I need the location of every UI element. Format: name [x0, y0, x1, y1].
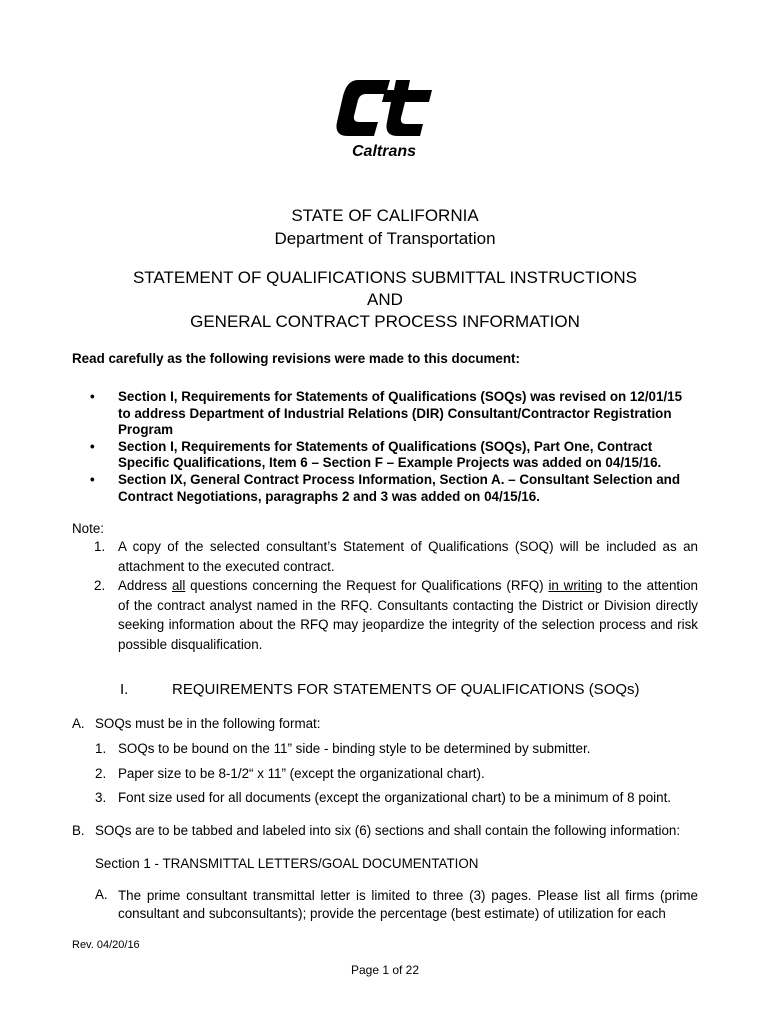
format-item-num: 1. [95, 741, 107, 756]
sub-item-a-label: A. [95, 887, 108, 902]
department-name: Department of Transportation [274, 229, 496, 248]
document-title-line3: GENERAL CONTRACT PROCESS INFORMATION [190, 312, 580, 331]
section-numeral: I. [120, 681, 129, 698]
item-a-label: A. [72, 716, 85, 731]
format-item-text: SOQs to be bound on the 11” side - binding style to be determined by submitter. [118, 741, 591, 756]
document-title-line1: STATEMENT OF QUALIFICATIONS SUBMITTAL INSTRUCTIONS [132, 268, 638, 287]
document-title-line2: AND [367, 290, 403, 309]
bullet-icon: • [90, 438, 95, 454]
revisions-intro: Read carefully as the following revisions were made to this document: [72, 351, 520, 366]
format-item-num: 2. [95, 766, 107, 781]
revision-item: • Section I, Requirements for Statements of Qualifications (SOQs), Part One, Contract Specific Qualifications, Item 6 – Section F – Example Projects was added on 04/15/16. [90, 438, 662, 471]
item-a-text: SOQs must be in the following format: [95, 716, 321, 731]
logo-wordmark: Caltrans [351, 143, 417, 160]
underlined-all: all [171, 578, 186, 593]
note-list [94, 537, 698, 654]
sub-item-a-text: The prime consultant transmittal letter is limited to three (3) pages. Please list all firms (prime consultant and subconsultants); provide the percentage (best estimate) of utilization for each [118, 888, 698, 921]
bullet-icon: • [90, 389, 95, 404]
revisions-list [90, 389, 690, 505]
revision-date: Rev. 04/20/16 [72, 939, 140, 951]
page-number: Page 1 of 22 [350, 963, 420, 977]
revision-item: • Section IX, General Contract Process Information, Section A. – Consultant Selection and Contract Negotiations, paragraphs 2 and 3 was added on 04/15/16. [90, 471, 681, 504]
caltrans-logo [328, 72, 440, 160]
subsection-title: Section 1 - TRANSMITTAL LETTERS/GOAL DOCUMENTATION [95, 856, 479, 871]
note-label: Note: [72, 521, 105, 536]
item-b-text: SOQs are to be tabbed and labeled into six (6) sections and shall contain the following information: [95, 823, 681, 838]
underlined-in-writing: in writing [548, 578, 603, 593]
note-item: 2. Address all questions concerning the Request for Qualifications (RFQ) in writing to the attention of the contract analyst named in the RFQ. Consultants contacting the District or Division directly seeking information about the RFQ may jeopardize the integrity of the selection process and risk possible disqualification. [94, 578, 698, 652]
state-name: STATE OF CALIFORNIA [291, 206, 479, 225]
section-heading: REQUIREMENTS FOR STATEMENTS OF QUALIFICATIONS (SOQs) [172, 681, 640, 698]
note-item: 1. A copy of the selected consultant’s Statement of Qualifications (SOQ) will be included as an attachment to the executed contract. [94, 539, 698, 574]
format-item-text: Font size used for all documents (except the organizational chart) to be a minimum of 8 point. [118, 790, 672, 805]
revision-item: • Section I, Requirements for Statements of Qualifications (SOQs) was revised on 12/01/15 to address Department of Industrial Relations (DIR) Consultant/Contractor Registration Program [90, 389, 683, 438]
item-b-label: B. [72, 823, 85, 838]
bullet-icon: • [90, 471, 95, 487]
format-item-text: Paper size to be 8-1/2“ x 11” (except the organizational chart). [118, 766, 485, 781]
format-item-num: 3. [95, 790, 107, 805]
